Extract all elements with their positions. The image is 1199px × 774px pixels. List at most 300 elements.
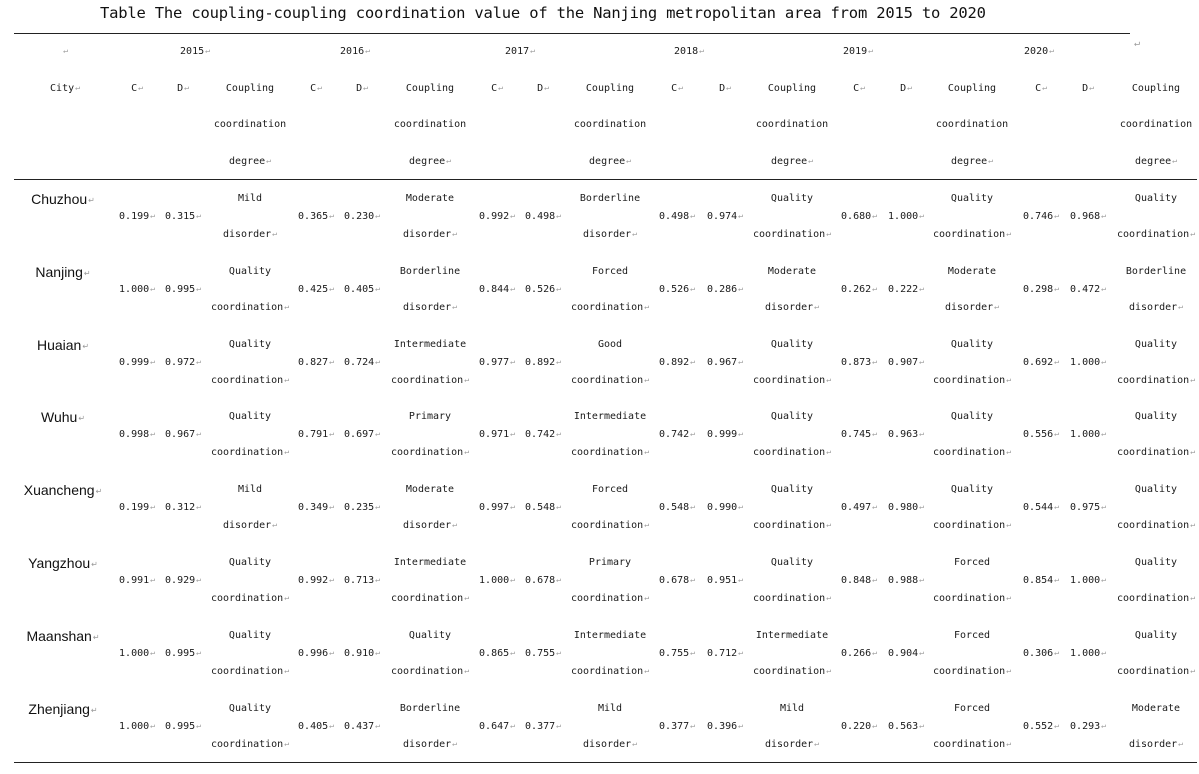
value-c-wuhu-2017 [479, 429, 515, 440]
paragraph-mark-icon: ↵ [375, 575, 380, 584]
year-header-2015-text: 2015 [180, 46, 205, 57]
paragraph-mark-icon: ↵ [464, 593, 470, 602]
column-header-degree-line1-2018 [768, 83, 816, 94]
degree-line1-wuhu-2020-text: Quality [1134, 411, 1178, 423]
paragraph-mark-icon: ↵ [872, 720, 877, 730]
year-header-2019-text: 2019 [843, 46, 868, 57]
value-d-yangzhou-2018-text: 0.951 [707, 575, 738, 586]
value-c-zhenjiang-2018 [659, 721, 695, 732]
paragraph-mark-icon: ↵ [556, 429, 561, 439]
value-c-huaian-2020 [1023, 357, 1059, 368]
column-header-degree-line2-2015-text: coordination [213, 119, 287, 130]
value-c-xuancheng-2020-text: 0.544 [1023, 502, 1054, 514]
column-header-degree-line3-2019-text: degree [951, 156, 988, 167]
column-header-c-2016-text: C [310, 83, 317, 94]
paragraph-mark-icon: ↵ [375, 211, 380, 220]
paragraph-mark-icon: ↵ [196, 211, 201, 220]
column-header-d-2018 [719, 83, 731, 94]
paragraph-mark-icon: ↵ [150, 502, 155, 512]
column-header-city-text: City [50, 83, 75, 94]
paragraph-mark-icon: ↵ [1190, 665, 1196, 675]
degree-line1-maanshan-2017 [574, 630, 646, 641]
value-c-huaian-2017 [479, 357, 515, 368]
value-c-nanjing-2020-text: 0.298 [1023, 283, 1054, 295]
paragraph-mark-icon: ↵ [1101, 720, 1106, 730]
degree-line2-nanjing-2020-text: disorder [1129, 301, 1178, 313]
value-c-huaian-2019-text: 0.873 [841, 356, 872, 368]
paragraph-mark-icon: ↵ [644, 520, 650, 530]
value-c-nanjing-2018 [659, 284, 695, 295]
value-d-xuancheng-2019-text: 0.980 [888, 502, 919, 514]
degree-line2-wuhu-2020-text: coordination [1116, 447, 1190, 459]
value-c-nanjing-2015-text: 1.000 [119, 283, 150, 295]
value-d-yangzhou-2017-text: 0.678 [525, 575, 556, 586]
degree-line2-nanjing-2016 [403, 302, 457, 313]
paragraph-mark-icon: ↵ [919, 283, 924, 293]
value-c-zhenjiang-2016-text: 0.405 [298, 720, 329, 732]
top-rule [14, 33, 1130, 34]
degree-line1-chuzhou-2017-text: Borderline [579, 193, 641, 204]
city-name-maanshan-text: Maanshan [26, 627, 92, 644]
column-header-d-2017-text: D [537, 83, 544, 94]
value-d-yangzhou-2020-text: 1.000 [1070, 575, 1101, 586]
paragraph-mark-icon: ↵ [919, 720, 924, 730]
paragraph-mark-icon: ↵ [544, 83, 549, 92]
paragraph-mark-icon: ↵ [1178, 738, 1183, 748]
value-d-maanshan-2018-text: 0.712 [707, 647, 738, 659]
value-c-yangzhou-2017-text: 1.000 [479, 575, 510, 586]
value-d-huaian-2016-text: 0.724 [344, 356, 375, 368]
value-d-yangzhou-2018 [707, 575, 743, 586]
value-c-yangzhou-2016-text: 0.992 [298, 575, 329, 586]
degree-line2-xuancheng-2017 [571, 520, 649, 531]
paragraph-mark-icon: ↵ [317, 83, 322, 92]
column-header-degree-line1-2017-text: Coupling [585, 83, 635, 94]
city-name-chuzhou-text: Chuzhou [31, 191, 88, 207]
value-c-maanshan-2016 [298, 648, 334, 659]
paragraph-mark-icon: ↵ [150, 283, 155, 293]
paragraph-mark-icon: ↵ [919, 429, 924, 439]
paragraph-mark-icon: ↵ [690, 356, 695, 366]
value-d-xuancheng-2017 [525, 502, 561, 513]
paragraph-mark-icon: ↵ [90, 705, 98, 715]
paragraph-mark-icon: ↵ [1054, 211, 1059, 220]
value-c-xuancheng-2016-text: 0.349 [298, 502, 329, 514]
degree-line1-maanshan-2020-text: Quality [1134, 629, 1178, 641]
value-c-wuhu-2015 [119, 429, 155, 440]
paragraph-mark-icon: ↵ [556, 575, 561, 584]
table-title: Table The coupling-coupling coordination value of the Nanjing metropolitan area from 2015 to 2020 [100, 4, 986, 22]
paragraph-mark-icon: ↵ [363, 83, 368, 92]
value-d-wuhu-2018-text: 0.999 [707, 429, 738, 441]
paragraph-mark-icon: ↵ [375, 429, 380, 439]
degree-line1-xuancheng-2016 [406, 484, 454, 495]
value-c-maanshan-2019 [841, 648, 877, 659]
paragraph-mark-icon: ↵ [626, 156, 631, 165]
degree-line2-xuancheng-2016-text: disorder [403, 520, 452, 532]
year-header-2017-text: 2017 [505, 46, 530, 57]
degree-line2-chuzhou-2015 [223, 229, 277, 240]
paragraph-mark-icon: ↵ [690, 429, 695, 439]
column-header-degree-line1-2020-text: Coupling [1131, 83, 1181, 94]
paragraph-mark-icon: ↵ [738, 211, 743, 220]
degree-line2-maanshan-2016 [391, 666, 469, 677]
paragraph-mark-icon: ↵ [1101, 647, 1106, 657]
paragraph-mark-icon: ↵ [808, 156, 813, 165]
degree-line1-huaian-2020-text: Quality [1134, 338, 1178, 350]
degree-line1-nanjing-2020-text: Borderline [1125, 265, 1187, 277]
column-header-c-2017 [491, 83, 503, 94]
degree-line1-xuancheng-2020 [1135, 484, 1177, 495]
value-c-yangzhou-2018 [659, 575, 695, 586]
value-d-huaian-2019-text: 0.907 [888, 356, 919, 368]
paragraph-mark-icon: ↵ [196, 647, 201, 657]
value-c-huaian-2016-text: 0.827 [298, 356, 329, 368]
degree-line1-huaian-2017 [598, 339, 622, 350]
paragraph-mark-icon: ↵ [826, 229, 832, 238]
degree-line1-zhenjiang-2019 [954, 703, 990, 714]
degree-line1-yangzhou-2015 [229, 557, 271, 568]
value-d-nanjing-2016-text: 0.405 [344, 283, 375, 295]
value-c-yangzhou-2020 [1023, 575, 1059, 586]
column-header-degree-line3-2015-text: degree [229, 156, 266, 167]
year-header-2017 [505, 46, 535, 57]
paragraph-mark-icon: ↵ [1006, 229, 1012, 238]
degree-line2-wuhu-2017-text: coordination [570, 447, 644, 459]
paragraph-mark-icon: ↵ [88, 196, 95, 205]
degree-line1-wuhu-2017-text: Intermediate [573, 411, 647, 423]
degree-line2-xuancheng-2016 [403, 520, 457, 531]
value-d-nanjing-2017-text: 0.526 [525, 283, 556, 295]
paragraph-mark-icon: ↵ [196, 283, 201, 293]
degree-line1-nanjing-2019-text: Moderate [947, 265, 997, 277]
paragraph-mark-icon: ↵ [196, 429, 201, 439]
value-d-wuhu-2019 [888, 429, 924, 440]
value-c-xuancheng-2019-text: 0.497 [841, 502, 872, 514]
value-d-zhenjiang-2016-text: 0.437 [344, 720, 375, 732]
paragraph-mark-icon: ↵ [919, 211, 924, 220]
paragraph-mark-icon: ↵ [1101, 429, 1106, 439]
value-c-xuancheng-2017-text: 0.997 [479, 502, 510, 514]
degree-line2-nanjing-2020 [1129, 302, 1183, 313]
degree-line1-nanjing-2016-text: Borderline [399, 265, 461, 277]
paragraph-mark-icon: ↵ [452, 229, 457, 238]
paragraph-mark-icon: ↵ [75, 83, 80, 92]
degree-line2-chuzhou-2017 [583, 229, 637, 240]
value-c-huaian-2015-text: 0.999 [119, 356, 150, 368]
paragraph-mark-icon: ↵ [1006, 738, 1012, 748]
column-header-d-2017 [537, 83, 549, 94]
column-header-degree-line2-2016-text: coordination [393, 119, 467, 130]
degree-line1-huaian-2018-text: Quality [770, 338, 814, 350]
degree-line2-zhenjiang-2015-text: coordination [210, 738, 284, 750]
paragraph-mark-icon: ↵ [690, 211, 695, 220]
paragraph-mark-icon: ↵ [872, 429, 877, 439]
paragraph-mark-icon: ↵ [556, 720, 561, 730]
column-header-degree-line1-2015 [226, 83, 274, 94]
value-d-maanshan-2018 [707, 648, 743, 659]
degree-line2-maanshan-2015 [211, 666, 289, 677]
value-c-maanshan-2015-text: 1.000 [119, 647, 150, 659]
value-d-xuancheng-2015-text: 0.312 [165, 502, 196, 514]
paragraph-mark-icon: ↵ [872, 356, 877, 366]
degree-line1-nanjing-2017 [592, 266, 628, 277]
value-d-xuancheng-2020 [1070, 502, 1106, 513]
column-header-degree-line1-2016-text: Coupling [405, 83, 455, 94]
degree-line2-zhenjiang-2020 [1129, 739, 1183, 750]
paragraph-mark-icon: ↵ [464, 447, 470, 457]
value-d-xuancheng-2018-text: 0.990 [707, 502, 738, 514]
paragraph-mark-icon: ↵ [150, 720, 155, 730]
degree-line1-wuhu-2019-text: Quality [950, 411, 994, 423]
value-d-chuzhou-2017-text: 0.498 [525, 211, 556, 222]
paragraph-mark-icon: ↵ [82, 341, 90, 351]
paragraph-mark-icon: ↵ [726, 83, 731, 92]
city-name-xuancheng-text: Xuancheng [23, 482, 95, 499]
paragraph-mark-icon: ↵ [1054, 502, 1059, 512]
degree-line1-yangzhou-2019-text: Forced [953, 557, 991, 568]
value-c-yangzhou-2015 [119, 575, 155, 586]
paragraph-mark-icon: ↵ [184, 83, 189, 92]
value-d-yangzhou-2015-text: 0.929 [165, 575, 196, 586]
city-name-zhenjiang-text: Zhenjiang [28, 700, 90, 717]
column-header-degree-line1-2020 [1132, 83, 1180, 94]
degree-line2-wuhu-2016-text: coordination [390, 447, 464, 459]
paragraph-mark-icon: ↵ [738, 502, 743, 512]
value-c-zhenjiang-2016 [298, 721, 334, 732]
value-c-nanjing-2020 [1023, 284, 1059, 295]
value-c-zhenjiang-2020 [1023, 721, 1059, 732]
degree-line1-yangzhou-2019 [954, 557, 990, 568]
value-d-chuzhou-2018 [707, 211, 743, 222]
value-d-zhenjiang-2017-text: 0.377 [525, 720, 556, 732]
value-c-nanjing-2018-text: 0.526 [659, 283, 690, 295]
paragraph-mark-icon: ↵ [644, 374, 650, 384]
column-header-degree-line2-2020 [1120, 119, 1192, 130]
degree-line2-zhenjiang-2016 [403, 739, 457, 750]
degree-line2-huaian-2017-text: coordination [570, 374, 644, 386]
paragraph-mark-icon: ↵ [1101, 502, 1106, 512]
city-name-zhenjiang [28, 701, 97, 717]
degree-line1-wuhu-2016 [409, 411, 451, 422]
paragraph-mark-icon: ↵ [1190, 520, 1196, 530]
header-bottom-rule [14, 179, 1197, 180]
value-d-xuancheng-2019 [888, 502, 924, 513]
paragraph-mark-icon: ↵ [329, 283, 334, 293]
degree-line1-maanshan-2020 [1135, 630, 1177, 641]
value-c-chuzhou-2020 [1023, 211, 1059, 222]
value-d-zhenjiang-2017 [525, 721, 561, 732]
value-c-huaian-2017-text: 0.977 [479, 356, 510, 368]
value-c-huaian-2019 [841, 357, 877, 368]
paragraph-mark-icon: ↵ [826, 447, 832, 457]
bottom-rule [14, 762, 1197, 763]
paragraph-mark-icon: ↵ [556, 647, 561, 657]
value-c-zhenjiang-2017-text: 0.647 [479, 720, 510, 732]
degree-line2-zhenjiang-2020-text: disorder [1129, 738, 1178, 750]
paragraph-mark-icon: ↵ [510, 356, 515, 366]
paragraph-mark-icon: ↵ [1089, 83, 1094, 92]
value-c-wuhu-2017-text: 0.971 [479, 429, 510, 441]
paragraph-mark-icon: ↵ [138, 83, 143, 92]
value-d-wuhu-2017 [525, 429, 561, 440]
degree-line1-maanshan-2015-text: Quality [228, 629, 272, 641]
degree-line2-nanjing-2015-text: coordination [210, 301, 284, 313]
degree-line2-chuzhou-2015-text: disorder [223, 229, 272, 240]
degree-line1-zhenjiang-2017 [598, 703, 622, 714]
paragraph-mark-icon: ↵ [95, 487, 103, 497]
degree-line2-nanjing-2018 [765, 302, 819, 313]
value-d-wuhu-2016 [344, 429, 380, 440]
paragraph-mark-icon: ↵ [1190, 229, 1196, 238]
value-d-wuhu-2015 [165, 429, 201, 440]
degree-line1-xuancheng-2016-text: Moderate [405, 484, 455, 496]
degree-line1-wuhu-2019 [951, 411, 993, 422]
degree-line2-huaian-2018-text: coordination [752, 374, 826, 386]
header-corner-empty [62, 46, 68, 57]
paragraph-mark-icon: ↵ [205, 46, 210, 55]
city-name-huaian [37, 337, 89, 353]
degree-line1-yangzhou-2016-text: Intermediate [393, 557, 467, 568]
paragraph-mark-icon: ↵ [375, 720, 380, 730]
degree-line2-wuhu-2017 [571, 447, 649, 458]
degree-line1-yangzhou-2017 [589, 557, 631, 568]
degree-line1-chuzhou-2019-text: Quality [950, 193, 994, 204]
degree-line2-zhenjiang-2016-text: disorder [403, 738, 452, 750]
degree-line1-zhenjiang-2015 [229, 703, 271, 714]
value-d-yangzhou-2017 [525, 575, 561, 586]
value-d-chuzhou-2017 [525, 211, 561, 222]
degree-line2-xuancheng-2020-text: coordination [1116, 520, 1190, 532]
paragraph-mark-icon: ↵ [907, 83, 912, 92]
paragraph-mark-icon: ↵ [690, 720, 695, 730]
degree-line2-chuzhou-2020 [1117, 229, 1195, 240]
value-c-maanshan-2018-text: 0.755 [659, 647, 690, 659]
value-d-zhenjiang-2015 [165, 721, 201, 732]
paragraph-mark-icon: ↵ [814, 301, 819, 311]
value-c-zhenjiang-2019-text: 0.220 [841, 720, 872, 732]
column-header-c-2020 [1035, 83, 1047, 94]
value-c-wuhu-2019-text: 0.745 [841, 429, 872, 441]
degree-line1-zhenjiang-2017-text: Mild [597, 702, 623, 714]
value-d-nanjing-2018-text: 0.286 [707, 283, 738, 295]
value-d-yangzhou-2015 [165, 575, 201, 586]
column-header-d-2019 [900, 83, 912, 94]
paragraph-mark-icon: ↵ [196, 502, 201, 512]
column-header-degree-line3-2018-text: degree [771, 156, 808, 167]
degree-line2-wuhu-2015-text: coordination [210, 447, 284, 459]
paragraph-mark-icon: ↵ [826, 374, 832, 384]
degree-line2-xuancheng-2019-text: coordination [932, 520, 1006, 532]
degree-line2-huaian-2020 [1117, 375, 1195, 386]
paragraph-mark-icon: ↵ [510, 283, 515, 293]
degree-line1-xuancheng-2020-text: Quality [1134, 484, 1178, 496]
column-header-degree-line1-2015-text: Coupling [225, 83, 275, 94]
degree-line2-xuancheng-2017-text: coordination [570, 520, 644, 532]
degree-line1-wuhu-2015-text: Quality [228, 411, 272, 423]
degree-line2-xuancheng-2019 [933, 520, 1011, 531]
degree-line2-wuhu-2015 [211, 447, 289, 458]
degree-line1-chuzhou-2016 [406, 193, 454, 204]
paragraph-mark-icon: ↵ [375, 502, 380, 512]
column-header-degree-line1-2017 [586, 83, 634, 94]
value-d-wuhu-2020-text: 1.000 [1070, 429, 1101, 441]
paragraph-mark-icon: ↵ [872, 575, 877, 584]
degree-line2-nanjing-2017-text: coordination [570, 301, 644, 313]
degree-line1-yangzhou-2018-text: Quality [770, 557, 814, 568]
value-c-maanshan-2019-text: 0.266 [841, 647, 872, 659]
value-d-xuancheng-2016 [344, 502, 380, 513]
degree-line1-nanjing-2018 [768, 266, 816, 277]
degree-line1-xuancheng-2018 [771, 484, 813, 495]
column-header-degree-line2-2019 [936, 119, 1008, 130]
value-d-chuzhou-2020 [1070, 211, 1106, 222]
value-c-wuhu-2016 [298, 429, 334, 440]
paragraph-mark-icon: ↵ [556, 211, 561, 220]
degree-line1-zhenjiang-2019-text: Forced [953, 702, 991, 714]
degree-line1-yangzhou-2017-text: Primary [588, 557, 632, 568]
column-header-c-2019 [853, 83, 865, 94]
degree-line1-xuancheng-2017 [592, 484, 628, 495]
city-name-maanshan [26, 628, 99, 644]
value-d-xuancheng-2016-text: 0.235 [344, 502, 375, 514]
column-header-d-2020-text: D [1082, 83, 1089, 94]
year-header-2016-text: 2016 [340, 46, 365, 57]
degree-line1-zhenjiang-2015-text: Quality [228, 702, 272, 714]
paragraph-mark-icon: ↵ [1006, 447, 1012, 457]
value-c-xuancheng-2018-text: 0.548 [659, 502, 690, 514]
value-c-chuzhou-2016 [298, 211, 334, 222]
degree-line2-zhenjiang-2017 [583, 739, 637, 750]
value-c-maanshan-2015 [119, 648, 155, 659]
paragraph-mark-icon: ↵ [699, 46, 704, 55]
paragraph-mark-icon: ↵ [329, 575, 334, 584]
degree-line2-wuhu-2020 [1117, 447, 1195, 458]
paragraph-mark-icon: ↵ [284, 593, 290, 602]
paragraph-mark-icon: ↵ [150, 647, 155, 657]
value-c-maanshan-2016-text: 0.996 [298, 647, 329, 659]
paragraph-mark-icon: ↵ [868, 46, 873, 55]
column-header-c-2017-text: C [491, 83, 498, 94]
paragraph-mark-icon: ↵ [375, 283, 380, 293]
value-c-wuhu-2016-text: 0.791 [298, 429, 329, 441]
column-header-degree-line1-2018-text: Coupling [767, 83, 817, 94]
paragraph-mark-icon: ↵ [1190, 593, 1196, 602]
year-header-2016 [340, 46, 370, 57]
paragraph-mark-icon: ↵ [1006, 593, 1012, 602]
value-d-maanshan-2017-text: 0.755 [525, 647, 556, 659]
value-c-nanjing-2019 [841, 284, 877, 295]
degree-line1-nanjing-2020 [1126, 266, 1186, 277]
paragraph-mark-icon: ↵ [556, 502, 561, 512]
value-c-xuancheng-2017 [479, 502, 515, 513]
column-header-degree-line2-2018-text: coordination [755, 119, 829, 130]
degree-line1-chuzhou-2020 [1135, 193, 1177, 204]
column-header-c-2016 [310, 83, 322, 94]
paragraph-mark-icon: ↵ [632, 738, 637, 748]
degree-line1-nanjing-2019 [948, 266, 996, 277]
paragraph-mark-icon: ↵ [644, 301, 650, 311]
column-header-d-2020 [1082, 83, 1094, 94]
paragraph-mark-icon: ↵ [1042, 83, 1047, 92]
value-c-chuzhou-2018-text: 0.498 [659, 211, 690, 222]
paragraph-mark-icon: ↵ [63, 46, 68, 55]
paragraph-mark-icon: ↵ [919, 647, 924, 657]
value-d-maanshan-2015 [165, 648, 201, 659]
city-name-wuhu [41, 409, 85, 425]
degree-line2-maanshan-2020-text: coordination [1116, 665, 1190, 677]
paragraph-mark-icon: ↵ [196, 575, 201, 584]
